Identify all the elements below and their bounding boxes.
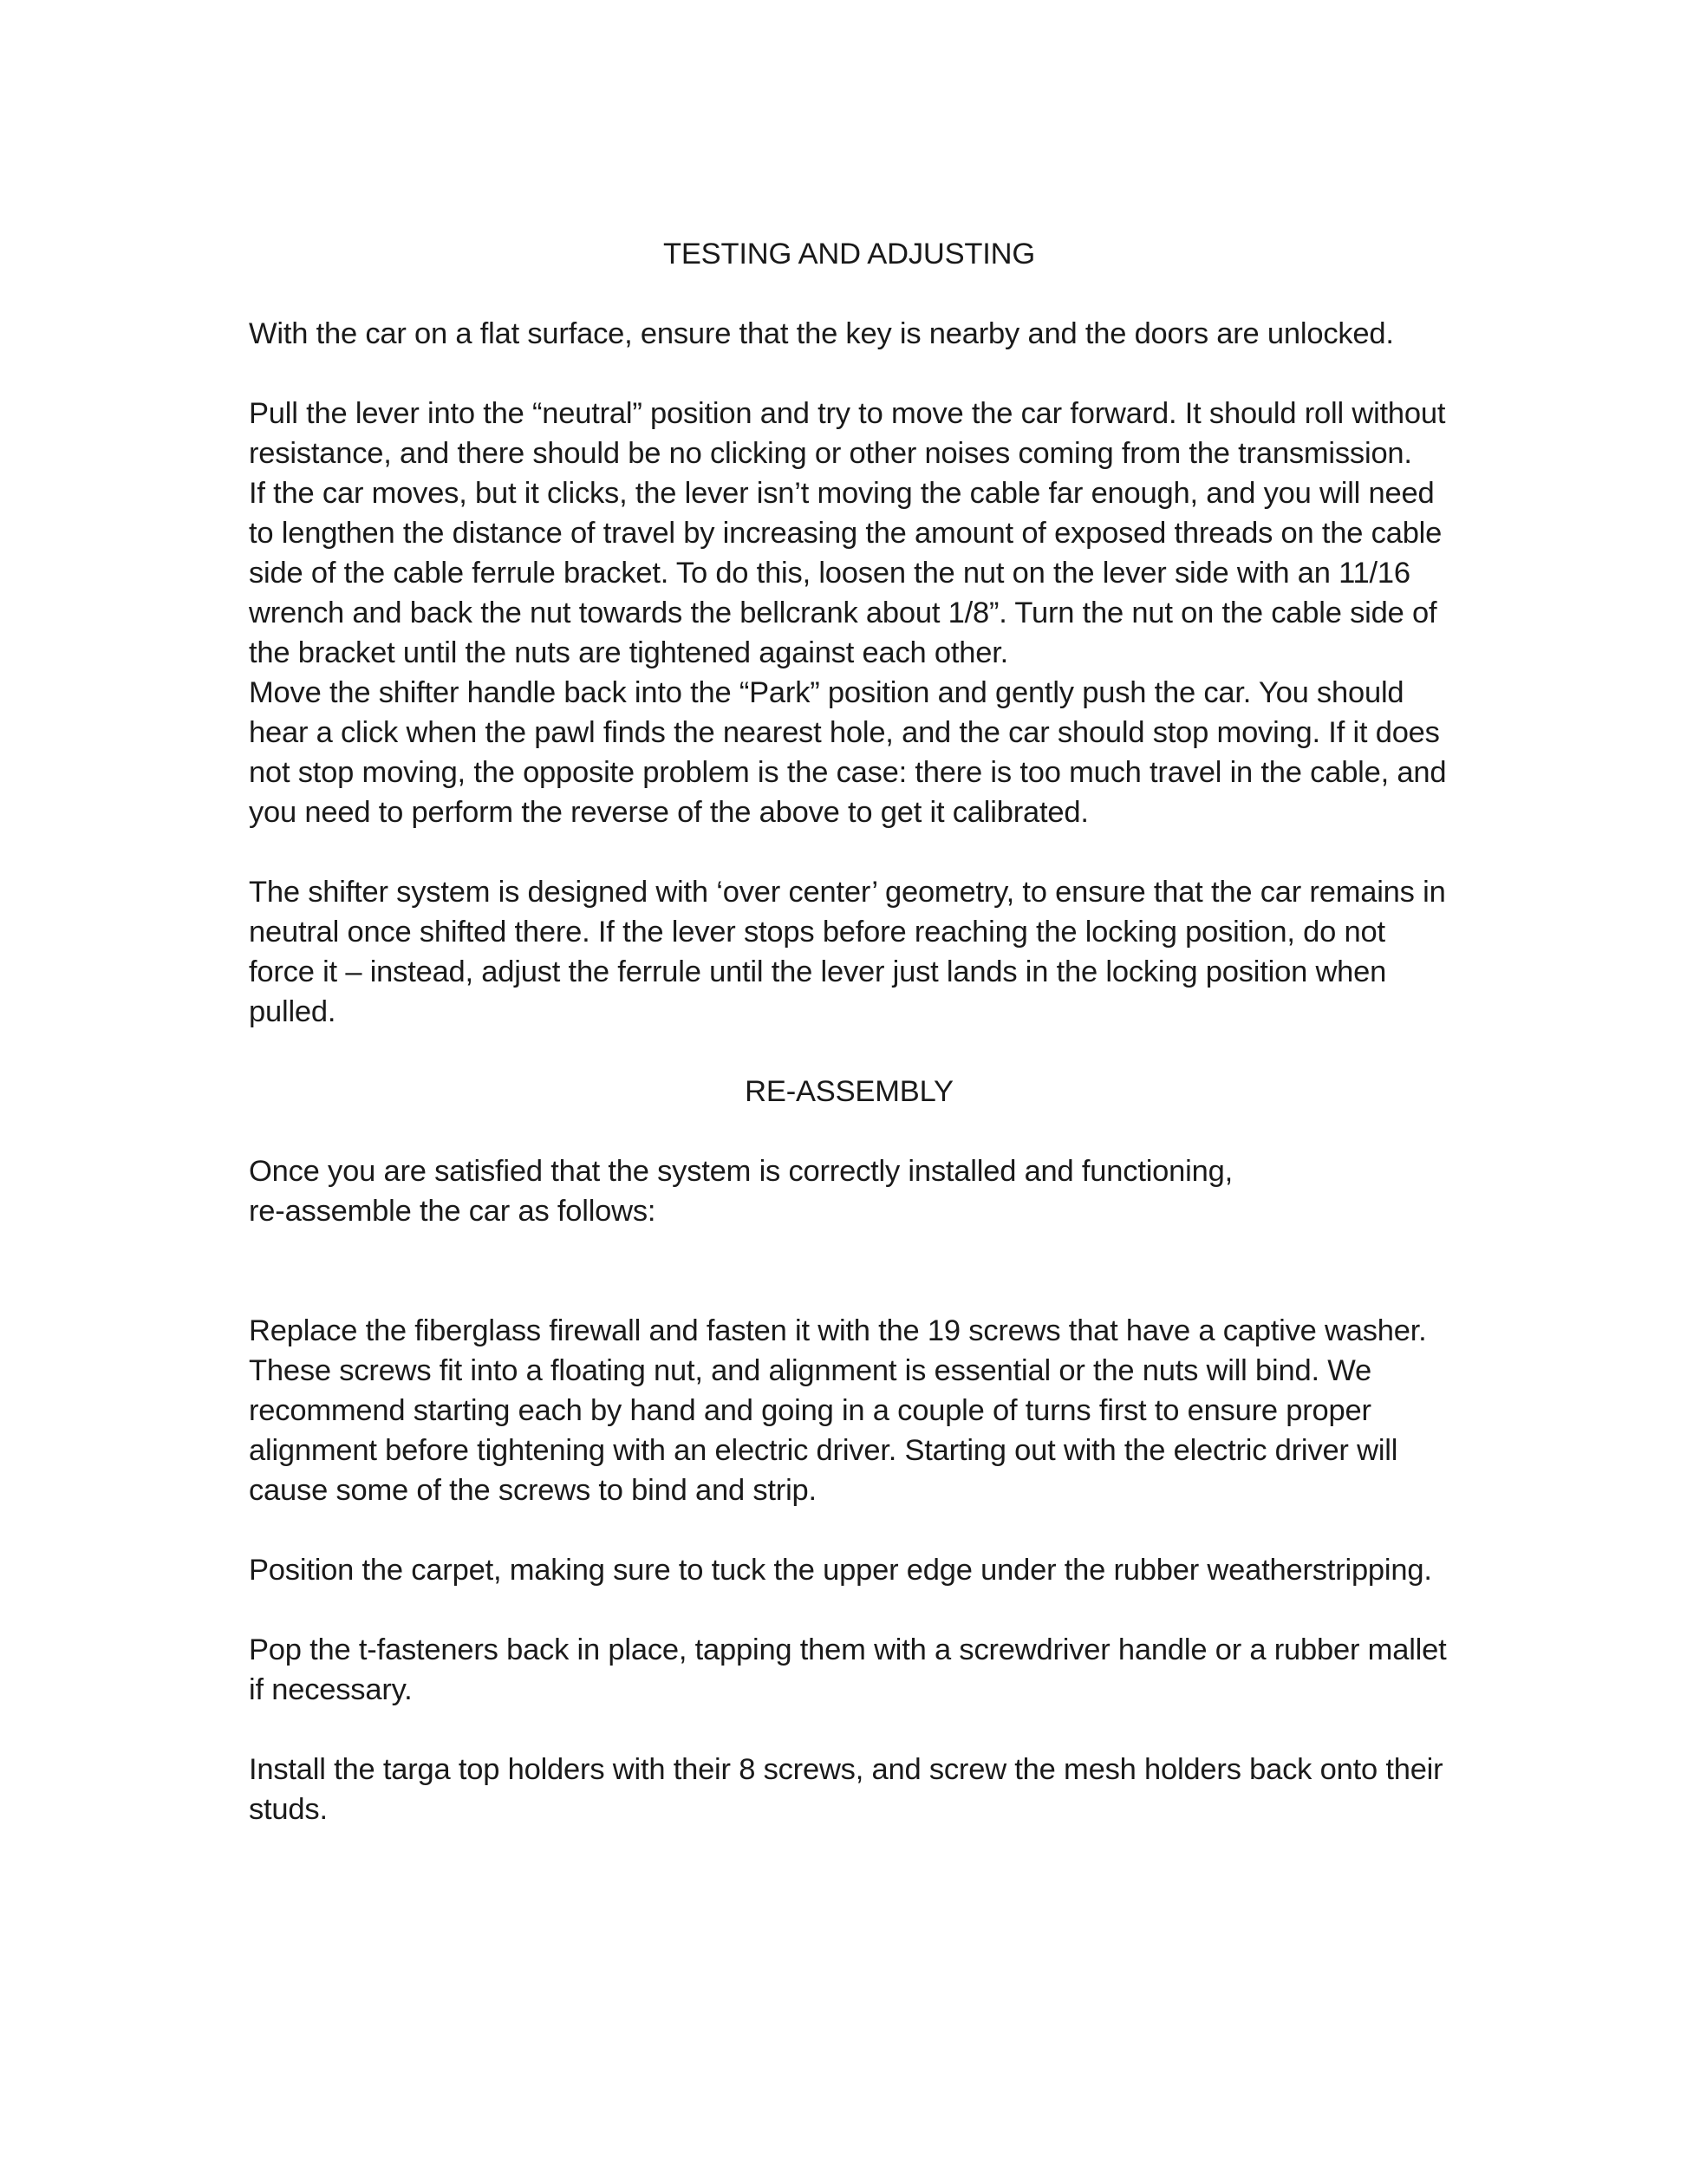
document-page: [249, 234, 1449, 1829]
paragraph-carpet: Position the carpet, making sure to tuck the upper edge under the rubber weatherstripping.: [249, 1554, 1432, 1587]
paragraph-satisfied-line2: re-assemble the car as follows:: [249, 1195, 656, 1228]
heading-re-assembly: RE-ASSEMBLY: [745, 1075, 954, 1108]
paragraph-over-center-geometry: The shifter system is designed with ‘over center’ geometry, to ensure that the car remains in neutral once shifted there. If the lever stops before reaching the locking position, do not force it – instead, adjust the ferrule until the lever just lands in the locking position when pulled.: [249, 876, 1446, 1028]
paragraph-car-clicks: If the car moves, but it clicks, the lever isn’t moving the cable far enough, and you will need to lengthen the distance of travel by increasing the amount of exposed threads on the cable side of the cable ferrule bracket. To do this, loosen the nut on the lever side with an 11/16 wrench and back the nut towards the bellcrank about 1/8”. Turn the nut on the cable side of the bracket until the nuts are tightened against each other.: [249, 477, 1443, 669]
paragraph-satisfied: [249, 1151, 1449, 1231]
paragraph-flat-surface: With the car on a flat surface, ensure that the key is nearby and the doors are unlocked.: [249, 317, 1394, 350]
paragraph-neutral-position: Pull the lever into the “neutral” position and try to move the car forward. It should roll without resistance, and there should be no clicking or other noises coming from the transmission.: [249, 397, 1446, 470]
heading-testing-and-adjusting: TESTING AND ADJUSTING: [662, 238, 1036, 271]
paragraph-targa-top-holders: Install the targa top holders with their 8 screws, and screw the mesh holders back onto their studs.: [249, 1753, 1443, 1826]
paragraph-fiberglass-firewall: Replace the fiberglass firewall and fasten it with the 19 screws that have a captive washer. These screws fit into a floating nut, and alignment is essential or the nuts will bind. We recommend starting each by hand and going in a couple of turns first to ensure proper alignment before tightening with an electric driver. Starting out with the electric driver will cause some of the screws to bind and strip.: [249, 1314, 1427, 1507]
paragraph-satisfied-line1: Once you are satisfied that the system is correctly installed and functioning,: [249, 1155, 1233, 1188]
paragraph-park-position: Move the shifter handle back into the “Park” position and gently push the car. You should hear a click when the pawl finds the nearest hole, and the car should stop moving. If it does not stop moving, the opposite problem is the case: there is too much travel in the cable, and you need to perform the reverse of the above to get it calibrated.: [249, 676, 1447, 829]
paragraph-t-fasteners: Pop the t-fasteners back in place, tapping them with a screwdriver handle or a rubber mallet if necessary.: [249, 1633, 1447, 1706]
